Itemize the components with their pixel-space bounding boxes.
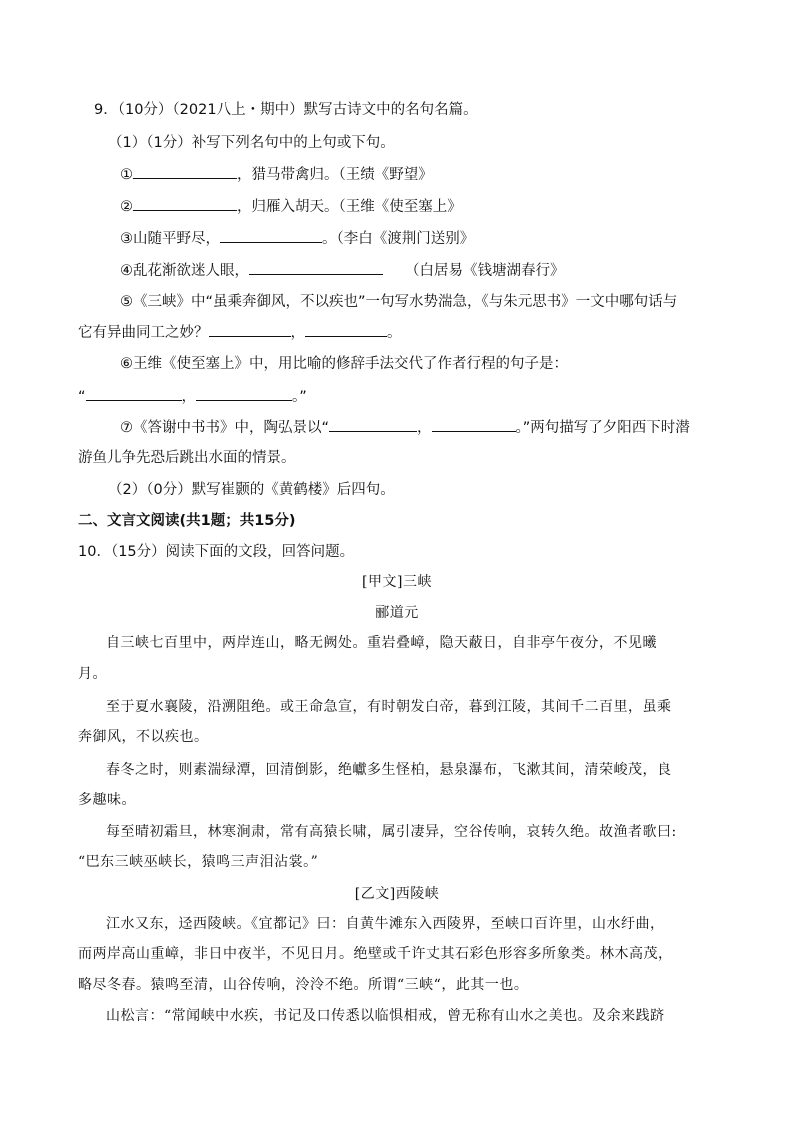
passage-a-p1-line2: 月。 [78,666,107,682]
passage-a-author: 郦道元 [375,605,419,621]
answer-blank[interactable] [220,228,322,243]
passage-a-p4-line1: 每至晴初霜旦，林寒涧肃，常有高猿长啸，属引凄异，空谷传响，哀转久绝。故渔者歌曰: [106,824,677,840]
passage-b-title: [乙文]西陵峡 [354,886,440,902]
answer-blank[interactable] [133,164,237,179]
answer-blank[interactable] [133,196,237,211]
question-10-header: 10．（15分）阅读下面的文段，回答问题。 [78,544,355,560]
passage-b-p1-line2: 而两岸高山重嶂，非日中夜半，不见日月。绝壁或千许丈其石彩色形容多所象类。林木高茂， [78,946,673,962]
answer-blank[interactable] [249,260,383,275]
q9-item-6-line1: ⑥王维《使至塞上》中，用比喻的修辞手法交代了作者行程的句子是： [120,356,568,372]
answer-blank[interactable] [196,386,292,401]
passage-a-title: [甲文]三峡 [362,574,432,590]
answer-blank[interactable] [432,417,516,432]
passage-a-p1-line1: 自三峡七百里中，两岸连山，略无阙处。重岩叠嶂，隐天蔽日，自非亭午夜分，不见曦 [106,635,657,651]
passage-a-p3-line2: 多趣味。 [78,792,136,808]
passage-b-p1-line1: 江水又东，迳西陵峡。《宜都记》曰：自黄牛滩东入西陵界，至峡口百许里，山水纡曲， [106,916,665,932]
passage-b-p2-line1: 山松言：“常闻峡中水疾，书记及口传悉以临惧相戒，曾无称有山水之美也。及余来践跻 [106,1008,665,1024]
q9-sub1: （1）（1分）补写下列名句中的上句或下句。 [108,135,395,151]
answer-blank[interactable] [329,417,417,432]
q9-item-1: ① ，猎马带禽归。（王绩《野望》 [120,164,433,185]
answer-blank[interactable] [305,322,387,337]
q9-item-5-line2: 它有异曲同工之妙？ ， 。 [78,322,402,343]
passage-a-p2-line1: 至于夏水襄陵，沿溯阻绝。或王命急宣，有时朝发白帝，暮到江陵，其间千二百里，虽乘 [106,699,672,715]
passage-a-p2-line2: 奔御风，不以疾也。 [78,729,209,745]
passage-b-p1-line3: 略尽冬春。猿鸣至清，山谷传响，泠泠不绝。所谓“三峡“，此其一也。 [78,977,529,993]
q9-item-2: ② ，归雁入胡天。（王维《使至塞上》 [120,196,462,217]
question-9-header: 9．（10分）（2021八上・期中）默写古诗文中的名句名篇。 [94,102,478,118]
q9-item-6-line2: “ ， 。” [78,386,307,407]
answer-blank[interactable] [209,322,291,337]
q9-item-5-line1: ⑤《三峡》中“虽乘奔御风，不以疾也”一句写水势湍急，《与朱元思书》一文中哪句话与 [120,294,678,310]
q9-sub2: （2）（0分）默写崔颢的《黄鹤楼》后四句。 [108,482,395,498]
q9-item-4: ④乱花渐欲迷人眼， （白居易《钱塘湖春行》 [120,260,565,281]
section-heading: 二、文言文阅读(共1题；共15分) [78,513,296,529]
passage-a-p4-line2: “巴东三峡巫峡长，猿鸣三声泪沾裳。” [78,854,319,870]
q9-item-3: ③山随平野尽， 。（李白《渡荆门送别》 [120,228,474,249]
q9-item-7-line1: ⑦《答谢中书书》中，陶弘景以“ ， 。”两句描写了夕阳西下时潜 [120,417,690,438]
q9-item-7-line2: 游鱼儿争先恐后跳出水面的情景。 [78,450,296,466]
passage-a-p3-line1: 春冬之时，则素湍绿潭，回清倒影，绝巘多生怪柏，悬泉瀑布，飞漱其间，清荣峻茂，良 [106,762,672,778]
answer-blank[interactable] [86,386,182,401]
